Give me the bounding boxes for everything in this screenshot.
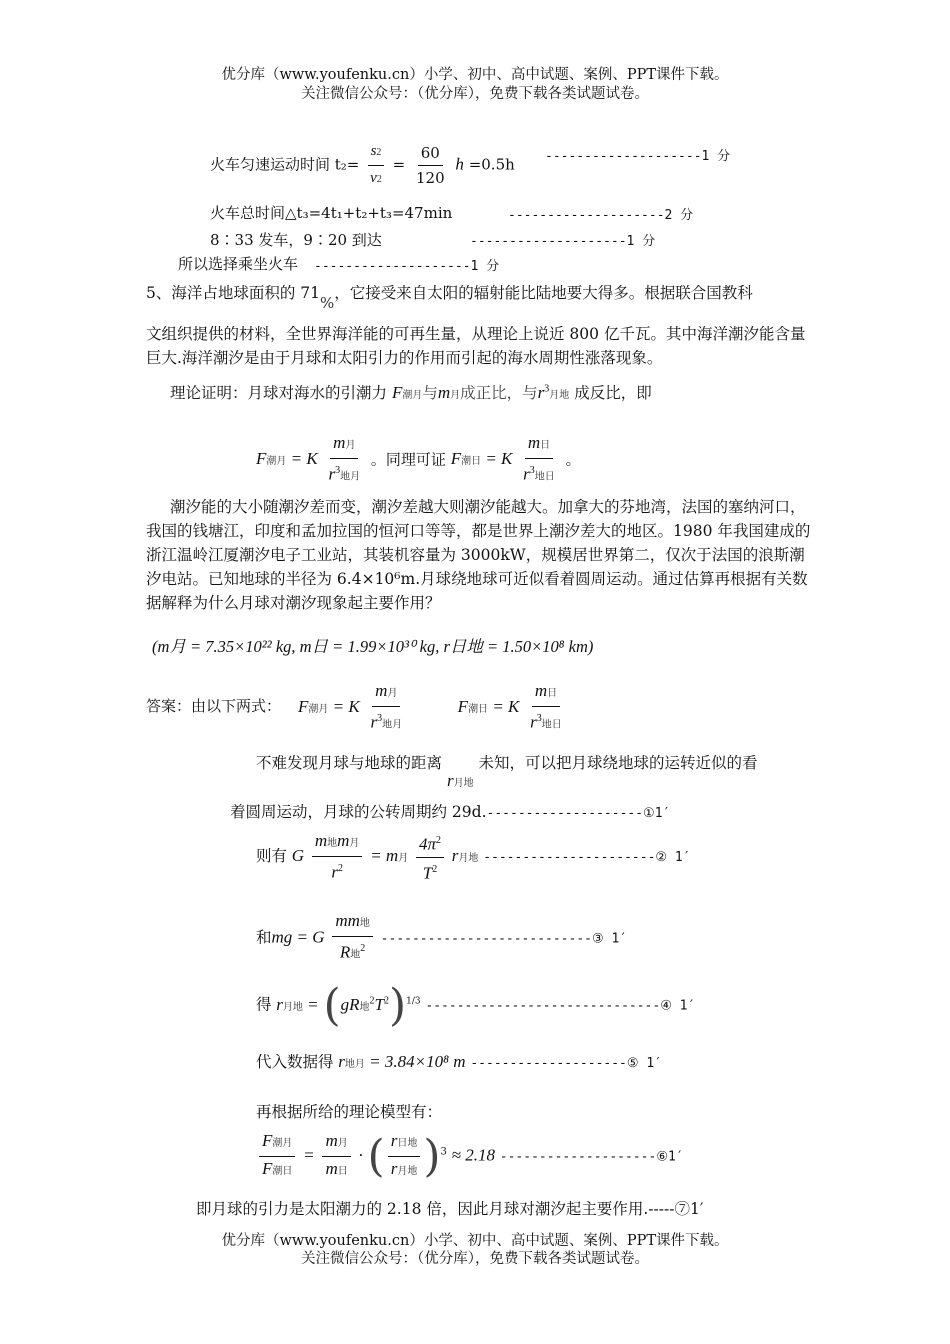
q5-formula-row	[256, 432, 581, 489]
q5-paragraph2: 潮汐能的大小随潮汐差而变，潮汐差越大则潮汐能越大。加拿大的芬地湾，法国的塞纳河口，我国的钱塘江，印度和孟加拉国的恒河口等等，都是世界上潮汐差大的地区。1980 年我国建成的浙江温岭江厦潮汐电子工业站，其装机容量为 3000kW，规模居世界第二，仅次于法国的浪斯潮汐电站。已知地球的半径为 6.4×10⁶m.月球绕地球可近似看着圆周运动。通过估算再根据有关数据解释为什么月球对潮汐现象起主要作用？	[146, 498, 811, 612]
train-t3-score: --------------------2 分	[508, 208, 694, 223]
formula-similarly: 。同理可证	[370, 450, 446, 469]
answer-label: 答案：由以下两式：	[146, 697, 282, 715]
train-depart-text: 8∶33 发车，9∶20 到达	[210, 231, 382, 249]
train-choose-text: 所以选择乘坐火车	[178, 255, 299, 273]
page-header-line2: 关注微信公众号：（优分库），免费下载各类试题试卷。	[301, 86, 649, 102]
q5-paragraph1: 文组织提供的材料，全世界海洋能的可再生量，从理论上说近 800 亿千瓦。其中海洋潮汐能含量巨大.海洋潮汐是由于月球和太阳引力的作用而引起的海水周期性涨落现象。	[146, 325, 806, 367]
answer-step5: 代入数据得 r地月 = 3.84×10⁸ m --------------------⑤ 1′	[256, 1052, 663, 1071]
answer-step2: 则有 G $\frac{\text{m地m月}}{r^2}$ = m月 $\frac{4\pi^2}{T^2}$ r月地 ----------------------② 1′	[256, 831, 691, 883]
answer-line1: 不难发现月球与地球的距离 r月地 未知，可以把月球绕地球的运转近似的看	[256, 754, 758, 790]
train-t2-result: =0.5h	[468, 155, 515, 174]
q5-theory-line: 理论证明：月球对海水的引潮力 F潮月与m月成正比，与$r^3$月地 成反比，即	[170, 383, 652, 402]
formula-period: 。	[565, 450, 581, 469]
answer-line2: 着圆周运动，月球的公转周期约 29d.--------------------①1′	[230, 803, 671, 821]
page-footer-line1: 优分库（www.youfenku.cn）小学、初中、高中试题、案例、PPT课件下载。	[221, 1233, 729, 1249]
train-depart-score: --------------------1 分	[470, 234, 656, 249]
q5-intro: 5、海洋占地球面积的 71%，它接受来自太阳的辐射能比陆地要大得多。根据联合国教科	[146, 284, 753, 312]
answer-step3: 和mg = G $\frac{\text{mm地}}{R地^2}$ ---------------------------③ 1′	[256, 911, 628, 962]
train-t3-text: 火车总时间△t₃=4t₁+t₂+t₃=47min	[210, 204, 453, 222]
percent-sign: %	[320, 294, 335, 312]
answer-two-formulas: F潮月 = K $\frac{\text{m月}}{r^3地月}$ F潮日 = K $\frac{\text{m日}}{r^3地日}$	[298, 681, 562, 732]
page-footer-line2: 关注微信公众号：（优分库），免费下载各类试题试卷。	[301, 1251, 649, 1267]
train-t2-numeric-fraction: $\frac{60}{120}$	[415, 144, 445, 187]
formula-sun-fraction: $\frac{\text{m日}}{r^3地日}$	[523, 433, 555, 484]
train-t2-label: 火车匀速运动时间 t₂=	[210, 155, 360, 174]
train-t2-score: --------------------1 分	[545, 149, 731, 164]
answer-step6-label: 再根据所给的理论模型有：	[256, 1103, 443, 1121]
formula-moon-tide: F潮月 = K	[256, 449, 318, 469]
formula-sun-tide: F潮日 = K	[450, 449, 513, 469]
page-header-line1: 优分库（www.youfenku.cn）小学、初中、高中试题、案例、PPT课件下载。	[221, 67, 729, 83]
train-choose-score: --------------------1 分	[314, 259, 500, 274]
equals-sign: =	[392, 155, 406, 174]
hour-unit: h	[455, 154, 464, 174]
train-t2-symbolic-fraction: $\frac{s2}{v2}$	[367, 140, 385, 191]
answer-conclusion: 即月球的引力是太阳潮力的 2.18 倍，因此月球对潮汐起主要作用.-----⑦1′	[196, 1200, 704, 1218]
formula-moon-fraction: $\frac{\text{m月}}{r^3地月}$	[328, 433, 361, 484]
answer-step4: 得 r月地 = (gR地$^2T^2)^{1/3}$ ------------------------------④ 1′	[256, 980, 696, 1031]
train-t2-row	[210, 140, 515, 191]
answer-step6: $\frac{\text{F潮月}}{\text{F潮日}}$ = $\frac{\text{m月}}{\text{m日}}$ · ( $\frac{\text{r日地}}{\text{r月地}}$ )$^3$ ≈ 2.18 --------------------⑥1′	[256, 1130, 684, 1183]
q5-data-line: (m月 = 7.35×10²² kg, m日 = 1.99×10³⁰ kg, r日地 = 1.50×10⁸ km)	[152, 637, 594, 656]
